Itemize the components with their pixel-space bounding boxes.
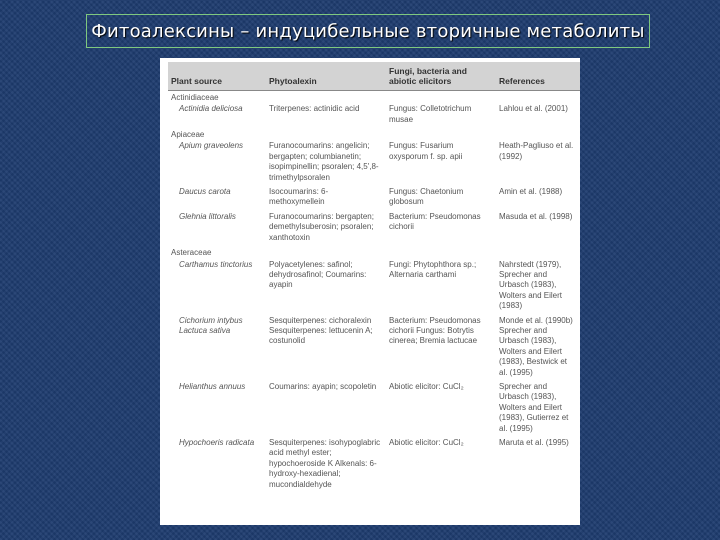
elicitor-cell: Fungi: Phytophthora sp.; Alternaria carthami <box>389 259 477 279</box>
plant-source-cell: Carthamus tinctorius <box>179 259 253 269</box>
reference-cell: Masuda et al. (1998) <box>499 211 573 221</box>
slide-title: Фитоалексины – индуцибельные вторичные метаболиты <box>91 20 645 42</box>
table-row <box>168 140 580 186</box>
family-name: Apiaceae <box>171 130 205 140</box>
plant-source-cell: Glehnia littoralis <box>179 211 236 221</box>
table-row <box>168 103 580 128</box>
table-row <box>168 381 580 437</box>
plant-source-cell: Daucus carota <box>179 187 231 197</box>
table-row <box>168 211 580 246</box>
phytoalexin-cell: Polyacetylenes: safinol; dehydrosafinol; Coumarins: ayapin <box>269 259 367 290</box>
family-name: Asteraceae <box>171 248 212 258</box>
phytoalexin-cell: Triterpenes: actinidic acid <box>269 104 360 114</box>
header-elicitors: Fungi, bacteria and abiotic elicitors <box>386 62 496 90</box>
header-plant-source: Plant source <box>168 62 266 90</box>
phytoalexin-cell: Isocoumarins: 6-methoxymellein <box>269 187 329 207</box>
plant-source-cell: Apium graveolens <box>179 141 244 151</box>
elicitor-cell: Abiotic elicitor: CuCl₂ <box>389 438 464 447</box>
elicitor-cell: Fungus: Colletotrichum musae <box>389 104 472 124</box>
reference-cell: Amin et al. (1988) <box>499 187 563 197</box>
plant-source-cell: Actinidia deliciosa <box>179 104 243 114</box>
elicitor-cell: Abiotic elicitor: CuCl₂ <box>389 381 464 391</box>
phytoalexin-table <box>168 62 580 493</box>
table-row <box>168 315 580 381</box>
reference-cell: Lahlou et al. (2001) <box>499 104 568 114</box>
plant-source-cell: Helianthus annuus <box>179 381 246 391</box>
elicitor-cell: Fungus: Fusarium oxysporum f. sp. apii <box>389 141 463 161</box>
reference-cell: Maruta et al. (1995) <box>499 438 569 447</box>
phytoalexin-cell: Sesquiterpenes: cichoralexin Sesquiterpenes: lettucenin A; costunolid <box>269 315 373 346</box>
elicitor-cell: Fungus: Chaetonium globosum <box>389 187 464 207</box>
table-row <box>168 90 580 103</box>
slide-title-box <box>86 14 650 48</box>
phytoalexin-cell: Coumarins: ayapin; scopoletin <box>269 381 377 391</box>
phytoalexin-cell: Sesquiterpenes: isohypoglabric acid methyl ester; hypochoeroside K Alkenals: 6-hydroxy-hexadienal; mucondialdehyde <box>269 438 381 489</box>
family-name: Actinidiaceae <box>171 92 219 102</box>
plant-source-cell: Hypochoeris radicata <box>179 438 255 447</box>
table-row <box>168 128 580 140</box>
header-phytoalexin: Phytoalexin <box>266 62 386 90</box>
phytoalexin-cell: Furanocoumarins: angelicin; bergapten; columbianetin; isopimpinellin; psoralen; 4,5',8-trimethylpsoralen <box>269 141 379 182</box>
phytoalexin-table-image <box>160 58 580 525</box>
reference-cell: Nahrstedt (1979), Sprecher and Urbasch (1983), Wolters and Eilert (1983) <box>499 259 562 311</box>
elicitor-cell: Bacterium: Pseudomonas cichorii Fungus: Botrytis cinerea; Bremia lactucae <box>389 315 481 346</box>
phytoalexin-cell: Furanocoumarins: bergapten; demethylsuberosin; psoralen; xanthotoxin <box>269 211 374 242</box>
reference-cell: Monde et al. (1990b) Sprecher and Urbasch (1983), Wolters and Eilert (1983), Bestwick et al. (1995) <box>499 315 573 377</box>
table-row <box>168 259 580 315</box>
table-row <box>168 246 580 258</box>
reference-cell: Sprecher and Urbasch (1983), Wolters and Eilert (1983), Gutierrez et al. (1995) <box>499 381 569 433</box>
plant-source-cell: Cichorium intybus Lactuca sativa <box>179 315 243 335</box>
table-header-row <box>168 62 580 90</box>
reference-cell: Heath-Pagliuso et al. (1992) <box>499 141 574 161</box>
table-row <box>168 186 580 211</box>
table-row <box>168 437 580 493</box>
elicitor-cell: Bacterium: Pseudomonas cichorii <box>389 211 481 232</box>
header-references: References <box>496 62 580 90</box>
